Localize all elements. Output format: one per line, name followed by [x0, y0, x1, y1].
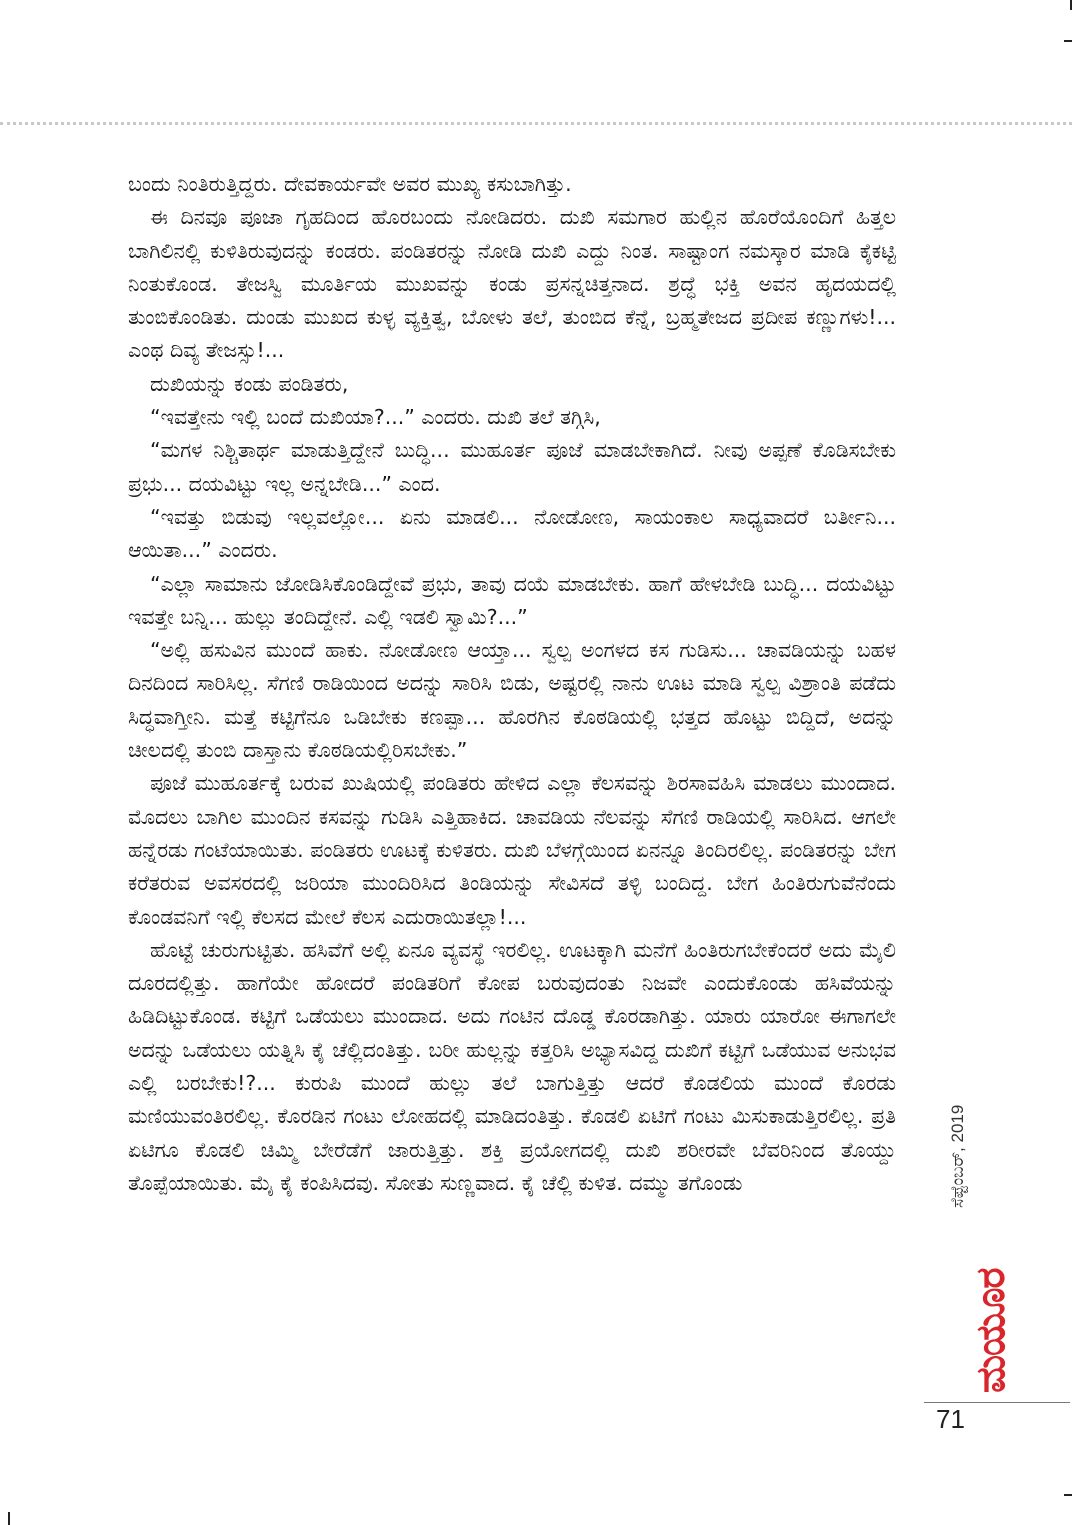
- paragraph: ಪೂಜೆ ಮುಹೂರ್ತಕ್ಕೆ ಬರುವ ಖುಷಿಯಲ್ಲಿ ಪಂಡಿತರು ಹೇಳಿದ ಎಲ್ಲಾ ಕೆಲಸವನ್ನು ಶಿರಸಾವಹಿಸಿ ಮಾಡಲು ಮುಂದಾದ. ಮೊದಲು ಬಾಗಿಲ ಮುಂದಿನ ಕಸವನ್ನು ಗುಡಿಸಿ ಎತ್ತಿಹಾಕಿದ. ಚಾವಡಿಯ ನೆಲವನ್ನು ಸೆಗಣಿ ರಾಡಿಯಲ್ಲಿ ಸಾರಿಸಿದ. ಆಗಲೇ ಹನ್ನೆರಡು ಗಂಟೆಯಾಯಿತು. ಪಂಡಿತರು ಊಟಕ್ಕೆ ಕುಳಿತರು. ದುಖಿ ಬೆಳಗ್ಗೆಯಿಂದ ಏನನ್ನೂ ತಿಂದಿರಲಿಲ್ಲ. ಪಂಡಿತರನ್ನು ಬೇಗ ಕರೆತರುವ ಅವಸರದಲ್ಲಿ ಜರಿಯಾ ಮುಂದಿರಿಸಿದ ತಿಂಡಿಯನ್ನು ಸೇವಿಸದೆ ತಳ್ಳಿ ಬಂದಿದ್ದ. ಬೇಗ ಹಿಂತಿರುಗುವೆನೆಂದು ಕೊಂಡವನಿಗೆ ಇಲ್ಲಿ ಕೆಲಸದ ಮೇಲೆ ಕೆಲಸ ಎದುರಾಯಿತಲ್ಲಾ!...: [128, 771, 896, 929]
- crop-mark-bottom-left: [8, 1512, 10, 1525]
- issue-date: ಸೆಪ್ಟೆಂಬರ್, 2019: [948, 1104, 967, 1208]
- magazine-logo: ಮಯೂರ: [968, 1268, 1014, 1393]
- page-number: 71: [936, 1404, 965, 1434]
- paragraph: “ಮಗಳ ನಿಶ್ಚಿತಾರ್ಥ ಮಾಡುತ್ತಿದ್ದೇನೆ ಬುದ್ಧಿ... ಮುಹೂರ್ತ ಪೂಜೆ ಮಾಡಬೇಕಾಗಿದೆ. ನೀವು ಅಪ್ಪಣೆ ಕೊಡಿಸಬೇಕು ಪ್ರಭು... ದಯವಿಟ್ಟು ಇಲ್ಲ ಅನ್ನಬೇಡಿ...” ಎಂದ.: [128, 438, 896, 496]
- article-body: [128, 168, 896, 1200]
- header-dotted-rule: [0, 122, 1072, 125]
- paragraph: ದುಖಿಯನ್ನು ಕಂಡು ಪಂಡಿತರು,: [150, 371, 349, 396]
- paragraph: “ಇವತ್ತು ಬಿಡುವು ಇಲ್ಲವಲ್ಲೋ... ಏನು ಮಾಡಲಿ... ನೋಡೋಣ, ಸಾಯಂಕಾಲ ಸಾಧ್ಯವಾದರೆ ಬರ್ತೀನಿ... ಆಯಿತಾ...” ಎಂದರು.: [128, 504, 896, 563]
- paragraph: “ಅಲ್ಲಿ ಹಸುವಿನ ಮುಂದೆ ಹಾಕು. ನೋಡೋಣ ಆಯ್ತಾ... ಸ್ವಲ್ಪ ಅಂಗಳದ ಕಸ ಗುಡಿಸು... ಚಾವಡಿಯನ್ನು ಬಹಳ ದಿನದಿಂದ ಸಾರಿಸಿಲ್ಲ. ಸೆಗಣಿ ರಾಡಿಯಿಂದ ಅದನ್ನು ಸಾರಿಸಿ ಬಿಡು, ಅಷ್ಟರಲ್ಲಿ ನಾನು ಊಟ ಮಾಡಿ ಸ್ವಲ್ಪ ವಿಶ್ರಾಂತಿ ಪಡೆದು ಸಿದ್ಧವಾಗ್ತೀನಿ. ಮತ್ತೆ ಕಟ್ಟಿಗೆನೂ ಒಡಿಬೇಕು ಕಣಪ್ಪಾ... ಹೊರಗಿನ ಕೊಠಡಿಯಲ್ಲಿ ಭತ್ತದ ಹೊಟ್ಟು ಬಿದ್ದಿದೆ, ಅದನ್ನು ಚೀಲದಲ್ಲಿ ತುಂಬಿ ದಾಸ್ತಾನು ಕೊಠಡಿಯಲ್ಲಿರಿಸಬೇಕು.”: [128, 638, 896, 763]
- page-number-rule: [924, 1402, 1070, 1403]
- crop-mark-bottom-right: [1064, 1494, 1072, 1496]
- paragraph: “ಎಲ್ಲಾ ಸಾಮಾನು ಜೋಡಿಸಿಕೊಂಡಿದ್ದೇವೆ ಪ್ರಭು, ತಾವು ದಯೆ ಮಾಡಬೇಕು. ಹಾಗೆ ಹೇಳಬೇಡಿ ಬುದ್ಧಿ... ದಯವಿಟ್ಟು ಇವತ್ತೇ ಬನ್ನಿ... ಹುಲ್ಲು ತಂದಿದ್ದೇನೆ. ಎಲ್ಲಿ ಇಡಲಿ ಸ್ವಾಮಿ?...”: [128, 571, 896, 629]
- paragraph: ಹೊಟ್ಟೆ ಚುರುಗುಟ್ಟಿತು. ಹಸಿವೆಗೆ ಅಲ್ಲಿ ಏನೂ ವ್ಯವಸ್ಥೆ ಇರಲಿಲ್ಲ. ಊಟಕ್ಕಾಗಿ ಮನೆಗೆ ಹಿಂತಿರುಗಬೇಕೆಂದರೆ ಅದು ಮೈಲಿ ದೂರದಲ್ಲಿತ್ತು. ಹಾಗೆಯೇ ಹೋದರೆ ಪಂಡಿತರಿಗೆ ಕೋಪ ಬರುವುದಂತು ನಿಜವೇ ಎಂದುಕೊಂಡು ಹಸಿವೆಯನ್ನು ಹಿಡಿದಿಟ್ಟುಕೊಂಡ. ಕಟ್ಟಿಗೆ ಒಡೆಯಲು ಮುಂದಾದ. ಅದು ಗಂಟಿನ ದೊಡ್ಡ ಕೊರಡಾಗಿತ್ತು. ಯಾರು ಯಾರೋ ಈಗಾಗಲೇ ಅದನ್ನು ಒಡೆಯಲು ಯತ್ನಿಸಿ ಕೈ ಚೆಲ್ಲಿದಂತಿತ್ತು. ಬರೀ ಹುಲ್ಲನ್ನು ಕತ್ತರಿಸಿ ಅಭ್ಯಾಸವಿದ್ದ ದುಖಿಗೆ ಕಟ್ಟಿಗೆ ಒಡೆಯುವ ಅನುಭವ ಎಲ್ಲಿ ಬರಬೇಕು!?... ಕುರುಪಿ ಮುಂದೆ ಹುಲ್ಲು ತಲೆ ಬಾಗುತ್ತಿತ್ತು ಆದರೆ ಕೊಡಲಿಯ ಮುಂದೆ ಕೊರಡು ಮಣಿಯುವಂತಿರಲಿಲ್ಲ. ಕೊರಡಿನ ಗಂಟು ಲೋಹದಲ್ಲಿ ಮಾಡಿದಂತಿತ್ತು. ಕೊಡಲಿ ಏಟಿಗೆ ಗಂಟು ಮಿಸುಕಾಡುತ್ತಿರಲಿಲ್ಲ. ಪ್ರತಿ ಏಟಿಗೂ ಕೊಡಲಿ ಚಿಮ್ಮಿ ಬೇರೆಡೆಗೆ ಜಾರುತ್ತಿತ್ತು. ಶಕ್ತಿ ಪ್ರಯೋಗದಲ್ಲಿ ದುಖಿ ಶರೀರವೇ ಬೆವರಿನಿಂದ ತೊಯ್ದು ತೊಪ್ಪೆಯಾಯಿತು. ಮೈ ಕೈ ಕಂಪಿಸಿದವು. ಸೋತು ಸುಣ್ಣವಾದ. ಕೈ ಚೆಲ್ಲಿ ಕುಳಿತ. ದಮ್ಮು ತಗೊಂಡು: [128, 937, 896, 1195]
- paragraph: ಬಂದು ನಿಂತಿರುತ್ತಿದ್ದರು. ದೇವಕಾರ್ಯವೇ ಅವರ ಮುಖ್ಯ ಕಸುಬಾಗಿತ್ತು.: [128, 172, 572, 196]
- paragraph: ಈ ದಿನವೂ ಪೂಜಾ ಗೃಹದಿಂದ ಹೊರಬಂದು ನೋಡಿದರು. ದುಖಿ ಸಮಗಾರ ಹುಲ್ಲಿನ ಹೊರೆಯೊಂದಿಗೆ ಹಿತ್ತಲ ಬಾಗಿಲಿನಲ್ಲಿ ಕುಳಿತಿರುವುದನ್ನು ಕಂಡರು. ಪಂಡಿತರನ್ನು ನೋಡಿ ದುಖಿ ಎದ್ದು ನಿಂತ. ಸಾಷ್ಟಾಂಗ ನಮಸ್ಕಾರ ಮಾಡಿ ಕೈಕಟ್ಟಿ ನಿಂತುಕೊಂಡ. ತೇಜಸ್ವಿ ಮೂರ್ತಿಯ ಮುಖವನ್ನು ಕಂಡು ಪ್ರಸನ್ನಚಿತ್ತನಾದ. ಶ್ರದ್ಧೆ ಭಕ್ತಿ ಅವನ ಹೃದಯದಲ್ಲಿ ತುಂಬಿಕೊಂಡಿತು. ದುಂಡು ಮುಖದ ಕುಳ್ಳ ವ್ಯಕ್ತಿತ್ವ, ಬೋಳು ತಲೆ, ತುಂಬಿದ ಕೆನ್ನೆ, ಬ್ರಹ್ಮತೇಜದ ಪ್ರದೀಪ ಕಣ್ಣುಗಳು!... ಎಂಥ ದಿವ್ಯ ತೇಜಸ್ಸು!...: [128, 205, 896, 363]
- crop-mark-top-right: [1064, 40, 1072, 42]
- paragraph: “ಇವತ್ತೇನು ಇಲ್ಲಿ ಬಂದೆ ದುಖಿಯಾ?...” ಎಂದರು. ದುಖಿ ತಲೆ ತಗ್ಗಿಸಿ,: [150, 405, 601, 430]
